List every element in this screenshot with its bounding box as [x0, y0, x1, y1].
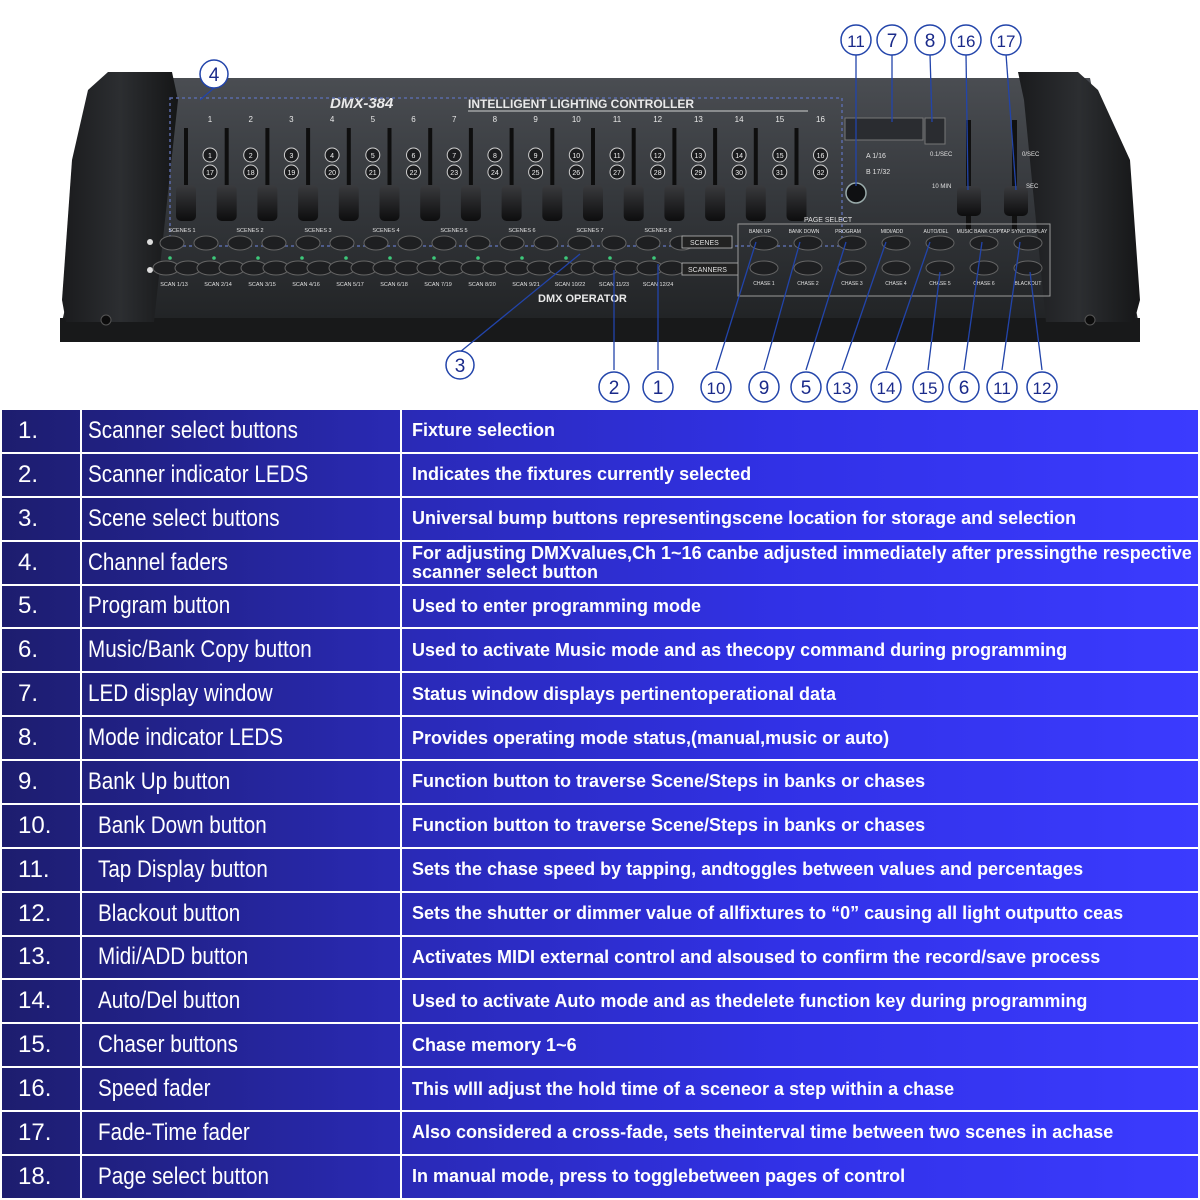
channel-top-label: 12 — [653, 153, 662, 160]
fader-knob[interactable] — [461, 185, 481, 221]
svg-text:12: 12 — [1032, 379, 1052, 398]
legend-description: This wlll adjust the hold time of a sceneor a step within a chase — [401, 1067, 1199, 1111]
scene-label: SCENES 3 — [304, 228, 332, 234]
legend-component — [81, 848, 401, 892]
fade-bottom-label: SEC — [1026, 184, 1039, 190]
scene-label: SCENES 7 — [576, 228, 604, 234]
legend-row — [1, 1067, 1199, 1111]
fader-knob[interactable] — [705, 185, 725, 221]
legend-description: Provides operating mode status,(manual,music or auto) — [401, 716, 1199, 760]
legend-row — [1, 804, 1199, 848]
svg-text:10: 10 — [706, 379, 726, 398]
channel-top-label: 6 — [411, 153, 416, 160]
scanner-led — [608, 256, 612, 260]
channel-number: 6 — [411, 115, 416, 124]
channel-top-label: 2 — [248, 153, 253, 160]
channel-number: 13 — [693, 115, 703, 124]
legend-number: 16. — [1, 1067, 81, 1111]
callout-marker — [913, 372, 943, 402]
channel-number: 2 — [248, 115, 253, 124]
scene-button[interactable] — [534, 236, 558, 250]
channel-bottom-label: 21 — [368, 170, 377, 177]
scanner-led — [344, 256, 348, 260]
function-label: PROGRAM — [835, 229, 861, 235]
function-label: AUTO/DEL — [923, 229, 949, 235]
legend-component — [81, 1111, 401, 1155]
legend-row — [1, 1023, 1199, 1067]
callout-3 — [446, 351, 474, 379]
scanner-label: SCAN 4/16 — [292, 282, 320, 288]
legend-component-label: Channel faders — [88, 548, 228, 576]
legend-number: 17. — [1, 1111, 81, 1155]
legend-component — [81, 672, 401, 716]
legend-description: For adjusting DMXvalues,Ch 1~16 canbe adjusted immediately after pressingthe respective scanner select button — [401, 541, 1199, 585]
svg-text:16: 16 — [956, 32, 976, 51]
legend-number: 18. — [1, 1155, 81, 1199]
channel-bottom-label: 26 — [572, 170, 581, 177]
scene-button[interactable] — [296, 236, 320, 250]
channel-number: 1 — [207, 115, 213, 124]
legend-number: 3. — [1, 497, 81, 541]
legend-component — [81, 409, 401, 453]
page-a-label: A 1/16 — [866, 153, 886, 160]
legend-description: Used to activate Auto mode and as thedelete function key during programming — [401, 979, 1199, 1023]
legend-table — [0, 408, 1200, 1200]
channel-number: 5 — [370, 115, 376, 124]
channel-top-label: 4 — [330, 153, 335, 160]
fade-fader-knob[interactable] — [1004, 186, 1028, 216]
callout-marker — [1027, 372, 1057, 402]
chase-label: CHASE 6 — [973, 281, 995, 287]
fader-knob[interactable] — [339, 185, 359, 221]
channel-number: 7 — [451, 115, 457, 124]
scanner-label: SCAN 10/22 — [554, 282, 586, 288]
channel-bottom-label: 17 — [206, 170, 214, 177]
channel-bottom-label: 31 — [775, 170, 784, 177]
legend-number: 10. — [1, 804, 81, 848]
function-label: TAP SYNC DISPLAY — [1000, 229, 1048, 235]
callout-marker — [871, 372, 901, 402]
scene-label: SCENES 6 — [508, 228, 536, 234]
fader-knob[interactable] — [176, 185, 196, 221]
scanner-led — [168, 256, 172, 260]
scanner-led — [564, 256, 568, 260]
legend-row — [1, 453, 1199, 497]
legend-component-label: Blackout button — [98, 899, 241, 927]
scene-button[interactable] — [262, 236, 286, 250]
callout-marker — [701, 372, 731, 402]
legend-number: 4. — [1, 541, 81, 585]
scanner-label: SCAN 3/15 — [248, 282, 276, 288]
scanner-button[interactable] — [659, 261, 685, 275]
scenes-tag-label: SCENES — [690, 240, 719, 247]
legend-component-label: Scanner select buttons — [88, 416, 298, 444]
scene-button[interactable] — [602, 236, 626, 250]
chase-label: CHASE 2 — [797, 281, 819, 287]
channel-bottom-label: 19 — [287, 170, 296, 177]
scene-label: SCENES 4 — [372, 228, 400, 234]
fader-knob[interactable] — [298, 185, 318, 221]
legend-component — [81, 1067, 401, 1111]
legend-row — [1, 497, 1199, 541]
scanner-led — [212, 256, 216, 260]
legend-description: Activates MIDI external control and alsoused to confirm the record/save process — [401, 936, 1199, 980]
speed-top-label: 0.1/SEC — [930, 152, 953, 158]
channel-number: 11 — [612, 115, 622, 124]
fader-knob[interactable] — [257, 185, 277, 221]
scene-button[interactable] — [160, 236, 184, 250]
legend-component — [81, 716, 401, 760]
callouts-bottom — [599, 372, 1057, 402]
legend-component-label: Mode indicator LEDS — [88, 724, 284, 752]
scene-button[interactable] — [364, 236, 388, 250]
scanner-led — [300, 256, 304, 260]
scanner-led — [652, 256, 656, 260]
channel-top-label: 3 — [289, 153, 294, 160]
fader-knob[interactable] — [787, 185, 807, 221]
svg-text:2: 2 — [608, 378, 620, 399]
legend-number: 15. — [1, 1023, 81, 1067]
legend-description: Used to enter programming mode — [401, 585, 1199, 629]
scanner-label: SCAN 1/13 — [160, 282, 188, 288]
channel-top-label: 10 — [572, 153, 581, 160]
function-button[interactable] — [1014, 236, 1042, 250]
legend-row — [1, 760, 1199, 804]
legend-component — [81, 497, 401, 541]
channel-bottom-label: 29 — [694, 170, 703, 177]
speed-fader-knob[interactable] — [957, 186, 981, 216]
callouts-top — [841, 25, 1021, 55]
channel-number: 10 — [571, 115, 581, 124]
scanner-led — [520, 256, 524, 260]
channel-top-label: 9 — [533, 153, 538, 160]
svg-text:7: 7 — [886, 31, 898, 52]
scanner-led — [432, 256, 436, 260]
legend-row — [1, 848, 1199, 892]
channel-number: 16 — [816, 115, 825, 124]
mode-indicator-panel — [925, 118, 945, 144]
legend-row — [1, 892, 1199, 936]
svg-text:8: 8 — [924, 31, 936, 52]
function-button[interactable] — [970, 236, 998, 250]
scanner-led — [476, 256, 480, 260]
legend-row — [1, 716, 1199, 760]
legend-description: Function button to traverse Scene/Steps in banks or chases — [401, 760, 1199, 804]
chase-button[interactable] — [1014, 261, 1042, 275]
scene-button[interactable] — [228, 236, 252, 250]
chase-button[interactable] — [794, 261, 822, 275]
channel-top-label: 7 — [452, 153, 457, 160]
svg-text:13: 13 — [832, 379, 852, 398]
channel-top-label: 11 — [613, 153, 621, 160]
callout-marker — [951, 25, 981, 55]
channel-bottom-label: 30 — [735, 170, 743, 177]
legend-description: Sets the chase speed by tapping, andtoggles between values and percentages — [401, 848, 1199, 892]
legend-number: 8. — [1, 716, 81, 760]
channel-top-label: 14 — [735, 153, 743, 160]
legend-number: 5. — [1, 585, 81, 629]
legend-component-label: Scanner indicator LEDS — [88, 460, 309, 488]
legend-description: Status window displays pertinentoperational data — [401, 672, 1199, 716]
channel-bottom-label: 24 — [491, 170, 499, 177]
legend-component — [81, 585, 401, 629]
callout-marker — [877, 25, 907, 55]
legend-description: Also considered a cross-fade, sets theinterval time between two scenes in achase — [401, 1111, 1199, 1155]
legend-component-label: Midi/ADD button — [98, 943, 249, 971]
callout-marker — [643, 372, 673, 402]
chase-button[interactable] — [882, 261, 910, 275]
device-subtitle: INTELLIGENT LIGHTING CONTROLLER — [468, 97, 694, 111]
legend-row — [1, 936, 1199, 980]
legend-component-label: Auto/Del button — [98, 987, 241, 1015]
legend-component-label: Page select button — [98, 1162, 269, 1190]
channel-top-label: 15 — [775, 153, 784, 160]
scene-button[interactable] — [330, 236, 354, 250]
svg-text:9: 9 — [758, 378, 770, 399]
legend-number: 13. — [1, 936, 81, 980]
right-screw — [1085, 315, 1095, 325]
svg-text:15: 15 — [918, 379, 938, 398]
scene-label: SCENES 2 — [236, 228, 264, 234]
fader-knob[interactable] — [624, 185, 644, 221]
legend-component-label: LED display window — [88, 680, 273, 708]
channel-bottom-label: 20 — [328, 170, 336, 177]
svg-text:11: 11 — [847, 32, 865, 51]
scanners-tag-label: SCANNERS — [688, 267, 727, 274]
channel-top-label: 16 — [816, 153, 825, 160]
model-name: DMX-384 — [330, 95, 394, 112]
callout-marker — [841, 25, 871, 55]
svg-text:6: 6 — [958, 378, 970, 399]
channel-bottom-label: 22 — [409, 170, 418, 177]
scene-label: SCENES 8 — [644, 228, 672, 234]
legend-component — [81, 1155, 401, 1199]
legend-description: Chase memory 1~6 — [401, 1023, 1199, 1067]
chase-button[interactable] — [750, 261, 778, 275]
fader-knob[interactable] — [746, 185, 766, 221]
channel-bottom-label: 28 — [653, 170, 662, 177]
operator-label: DMX OPERATOR — [538, 293, 627, 305]
legend-component-label: Music/Bank Copy button — [88, 636, 312, 664]
fader-knob[interactable] — [380, 185, 400, 221]
legend-row — [1, 409, 1199, 453]
function-label: MIDI/ADD — [880, 229, 904, 235]
legend-description: Fixture selection — [401, 409, 1199, 453]
chase-label: CHASE 1 — [753, 281, 775, 287]
scene-button[interactable] — [432, 236, 456, 250]
left-screw — [101, 315, 111, 325]
page-select-label: PAGE SELECT — [804, 217, 853, 224]
svg-text:11: 11 — [993, 379, 1011, 398]
channel-top-label: 5 — [370, 153, 375, 160]
legend-component — [81, 541, 401, 585]
callout-marker — [915, 25, 945, 55]
callout-marker — [827, 372, 857, 402]
channel-bottom-label: 25 — [531, 170, 540, 177]
channel-number: 9 — [533, 115, 538, 124]
legend-component — [81, 628, 401, 672]
callout-marker — [949, 372, 979, 402]
scanner-label: SCAN 9/21 — [512, 282, 540, 288]
scene-button[interactable] — [568, 236, 592, 250]
legend-component-label: Fade-Time fader — [98, 1118, 250, 1146]
legend-component-label: Chaser buttons — [98, 1031, 238, 1059]
legend-row — [1, 585, 1199, 629]
controller-front-edge — [60, 318, 1140, 342]
function-label: BANK UP — [749, 229, 771, 235]
legend-component — [81, 1023, 401, 1067]
scanner-label: SCAN 11/23 — [598, 282, 630, 288]
legend-description: Sets the shutter or dimmer value of allfixtures to “0” causing all light outputto ceas — [401, 892, 1199, 936]
function-label: MUSIC BANK COPY — [956, 229, 1004, 235]
legend-row — [1, 979, 1199, 1023]
svg-text:14: 14 — [876, 379, 896, 398]
scene-button[interactable] — [500, 236, 524, 250]
chase-button[interactable] — [970, 261, 998, 275]
legend-component-label: Bank Up button — [88, 767, 231, 795]
legend-number: 14. — [1, 979, 81, 1023]
channel-number: 12 — [653, 115, 663, 124]
callout-marker — [991, 25, 1021, 55]
controller-illustration — [0, 0, 1200, 408]
function-button[interactable] — [838, 236, 866, 250]
legend-component — [81, 936, 401, 980]
svg-text:17: 17 — [996, 32, 1016, 51]
channel-number: 4 — [329, 115, 335, 124]
scanner-led — [388, 256, 392, 260]
channel-number: 8 — [492, 115, 498, 124]
scene-label: SCENES 1 — [168, 228, 196, 234]
scene-button[interactable] — [636, 236, 660, 250]
fader-knob[interactable] — [542, 185, 562, 221]
channel-number: 3 — [289, 115, 294, 124]
scene-button[interactable] — [398, 236, 422, 250]
legend-component — [81, 760, 401, 804]
scanner-label: SCAN 5/17 — [336, 282, 364, 288]
chase-label: BLACKOUT — [1014, 281, 1042, 287]
legend-component-label: Tap Display button — [98, 855, 268, 883]
legend-row — [1, 1155, 1199, 1199]
led-display-window — [845, 118, 923, 140]
fade-top-label: 0/SEC — [1022, 152, 1040, 158]
fader-knob[interactable] — [583, 185, 603, 221]
chase-label: CHASE 3 — [841, 281, 863, 287]
legend-component-label: Program button — [88, 592, 231, 620]
scene-label: SCENES 5 — [440, 228, 468, 234]
fader-knob[interactable] — [420, 185, 440, 221]
legend-number: 12. — [1, 892, 81, 936]
legend-row — [1, 628, 1199, 672]
callout-4 — [200, 60, 228, 88]
legend-row — [1, 541, 1199, 585]
legend-component — [81, 979, 401, 1023]
legend-row — [1, 1111, 1199, 1155]
chase-label: CHASE 5 — [929, 281, 951, 287]
legend-number: 9. — [1, 760, 81, 804]
fader-knob[interactable] — [217, 185, 237, 221]
legend-component — [81, 892, 401, 936]
channel-bottom-label: 27 — [613, 170, 621, 177]
legend-number: 11. — [1, 848, 81, 892]
callout-marker — [987, 372, 1017, 402]
channel-number: 15 — [775, 115, 785, 124]
scanner-label: SCAN 12/24 — [642, 282, 674, 288]
legend-description: In manual mode, press to togglebetween pages of control — [401, 1155, 1199, 1199]
scanner-label: SCAN 6/18 — [380, 282, 408, 288]
scene-button[interactable] — [466, 236, 490, 250]
scanner-label: SCAN 7/19 — [424, 282, 452, 288]
scanner-label: SCAN 2/14 — [204, 282, 232, 288]
page-b-label: B 17/32 — [866, 169, 891, 176]
legend-number: 7. — [1, 672, 81, 716]
callout-marker — [599, 372, 629, 402]
legend-component-label: Scene select buttons — [88, 504, 280, 532]
svg-text:5: 5 — [800, 378, 812, 399]
legend-description: Function button to traverse Scene/Steps in banks or chases — [401, 804, 1199, 848]
legend-component-label: Bank Down button — [98, 811, 267, 839]
legend-number: 2. — [1, 453, 81, 497]
callout-marker — [791, 372, 821, 402]
channel-bottom-label: 32 — [816, 170, 825, 177]
svg-text:4: 4 — [208, 65, 220, 86]
channel-top-label: 1 — [208, 153, 212, 160]
scanner-led — [256, 256, 260, 260]
scene-button[interactable] — [194, 236, 218, 250]
scanner-label: SCAN 8/20 — [468, 282, 496, 288]
legend-component-label: Speed fader — [98, 1075, 211, 1103]
legend-component — [81, 804, 401, 848]
legend-row — [1, 672, 1199, 716]
fader-knob[interactable] — [502, 185, 522, 221]
legend-number: 6. — [1, 628, 81, 672]
speed-bottom-label: 10 MIN — [932, 184, 952, 190]
channel-bottom-label: 18 — [246, 170, 255, 177]
legend-description: Indicates the fixtures currently selected — [401, 453, 1199, 497]
channel-number: 14 — [734, 115, 744, 124]
channel-bottom-label: 23 — [450, 170, 459, 177]
chase-label: CHASE 4 — [885, 281, 907, 287]
callout-marker — [749, 372, 779, 402]
legend-component — [81, 453, 401, 497]
svg-text:3: 3 — [454, 356, 466, 377]
function-label: BANK DOWN — [788, 229, 820, 235]
svg-text:1: 1 — [652, 378, 664, 399]
channel-top-label: 8 — [492, 153, 497, 160]
chase-button[interactable] — [838, 261, 866, 275]
channel-top-label: 13 — [694, 153, 703, 160]
fader-knob[interactable] — [664, 185, 684, 221]
legend-description: Used to activate Music mode and as thecopy command during programming — [401, 628, 1199, 672]
legend-description: Universal bump buttons representingscene location for storage and selection — [401, 497, 1199, 541]
legend-number: 1. — [1, 409, 81, 453]
